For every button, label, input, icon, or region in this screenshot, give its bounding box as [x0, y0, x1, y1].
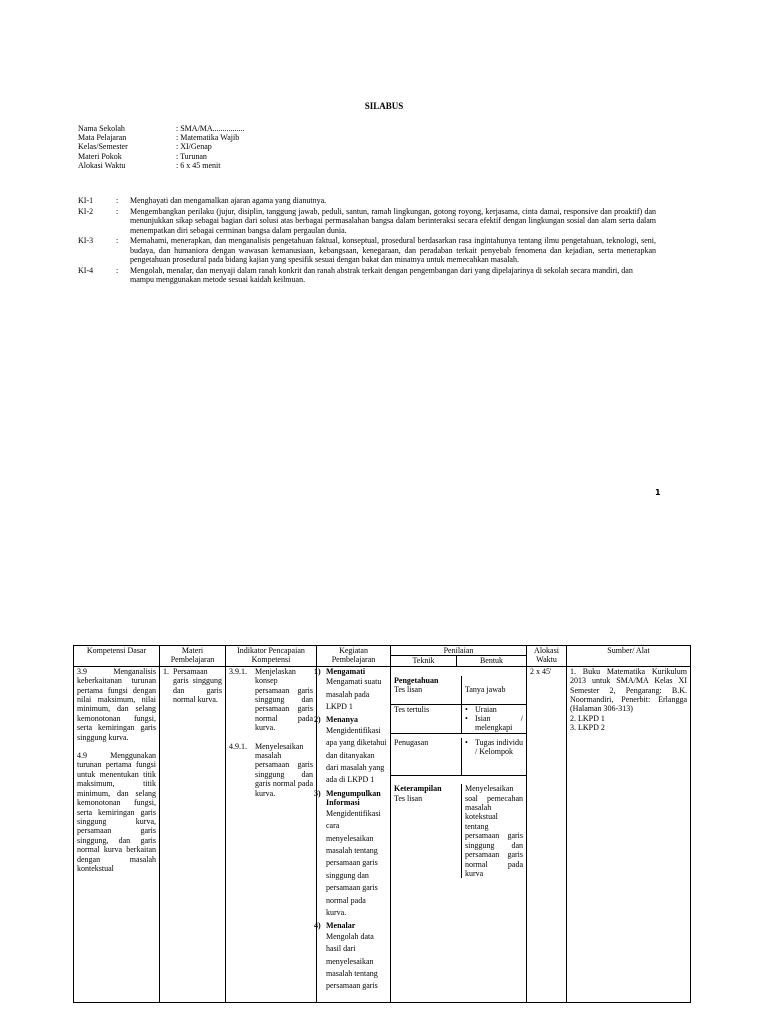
penilaian-bentuk [462, 676, 526, 704]
teknik-penugasan: Penugasan [394, 737, 429, 747]
kegiatan-step [314, 921, 387, 994]
penilaian-row [391, 667, 526, 705]
bentuk-item: • Tugas individu / Kelompok [465, 737, 523, 757]
header-indikator: Indikator Pencapaian Kompetensi [226, 646, 317, 667]
identity-label: Kelas/Semester [78, 142, 128, 152]
core-competency-item [78, 266, 656, 285]
keterampilan-label: Keterampilan [394, 784, 442, 794]
sumber-item: 1. Buku Matematika Kurikulum 2013 untuk SMA/MA Kelas XI Semester 2, Pengarang: B.K. Noormandiri, Penerbit: Erlangga (Halaman 306-313) [570, 666, 687, 714]
core-competency-item [78, 236, 656, 265]
syllabus-table [73, 645, 691, 1003]
kd-item: 3.9 Menganalisis keberkaitanan turunan pertama fungsi dengan nilai maksimum, nilai minimum, dan selang kemonotonan fungsi, serta kemiringan garis singgung kurva. [77, 666, 156, 742]
header-kegiatan: Kegiatan Pembelajaran [317, 646, 391, 667]
table-row [74, 666, 691, 1002]
identity-value: : Matematika Wajib [176, 133, 240, 143]
kegiatan-num: 2) [314, 715, 321, 725]
cell-kompetensi-dasar [74, 666, 160, 1002]
identity-label: Alokasi Waktu [78, 160, 126, 170]
materi-item [163, 667, 222, 705]
kegiatan-body: Mengidentifikasi apa yang diketahui dan ditanyakan dari masalah yang ada di LKPD 1 [326, 725, 387, 785]
teknik-tes-lisan: Tes lisan [394, 685, 423, 695]
bentuk-uraian: Uraian [475, 704, 497, 714]
ki-colon: : [116, 206, 119, 216]
kegiatan-heading: Mengumpulkan Informasi [326, 788, 381, 808]
bentuk-isian: Isian / melengkapi [475, 714, 523, 733]
penilaian-teknik [391, 738, 462, 775]
bentuk-tanya-jawab: Tanya jawab [465, 685, 506, 695]
header-bentuk: Bentuk [457, 656, 527, 666]
bentuk-item: • Isian / melengkapi [465, 714, 523, 733]
penilaian-teknik [391, 676, 462, 704]
penilaian-teknik [391, 784, 462, 878]
ki-code: KI-4 [78, 265, 94, 275]
identity-row [78, 124, 478, 133]
ki-text: Mengembangkan perilaku (jujur, disiplin, tanggung jawab, peduli, santun, ramah lingkungan, gotong royong, kerjasama, cinta damai, responsive dan proaktif) dan menunjukkan sikap sebagai bagian dari solusi atas berbagai permasalahan bangsa dalam berinteraksi secara efektif dengan lingkungan sosial dan alam serta dalam menempatkan diri sebagai cerminan bangsa dalam pergaulan dunia. [130, 206, 656, 235]
cell-penilaian [391, 666, 527, 1002]
core-competency-list [78, 196, 656, 286]
ki-code: KI-3 [78, 236, 94, 245]
core-competency-item [78, 196, 656, 206]
ki-colon: : [116, 236, 119, 245]
header-sumber: Sumber/ Alat [567, 646, 691, 667]
penilaian-row [391, 734, 526, 776]
ki-text: Menghayati dan mengamalkan ajaran agama yang dianutnya. [130, 196, 327, 205]
identity-label: Mata Pelajaran [78, 133, 127, 143]
kd-item: 4.9 Menggunakan turunan pertama fungsi untuk menentukan titik maksimum, titik minimum, dan selang kemonotonan fungsi, serta kemiringan garis singgung kurva, persamaan garis singgung, dan garis normal kurva berkaitan dengan masalah kontekstual [77, 751, 156, 873]
kegiatan-num: 1) [314, 666, 321, 676]
identity-block [78, 124, 478, 170]
materi-num: 1. [163, 666, 169, 676]
identity-value: : Turunan [176, 151, 207, 161]
identity-row [78, 142, 478, 151]
penilaian-bentuk [462, 705, 526, 733]
penilaian-row [391, 776, 526, 878]
bentuk-item: • Uraian [465, 704, 497, 714]
kegiatan-body: Mengamati suatu masalah pada LKPD 1 [326, 677, 382, 712]
kegiatan-heading: Menanya [326, 715, 358, 725]
page-number: 1 [655, 488, 661, 497]
header-kompetensi-dasar: Kompetensi Dasar [74, 646, 160, 667]
indikator-item [229, 667, 313, 733]
teknik-tes-lisan-2: Tes lisan [394, 793, 423, 803]
cell-alokasi [527, 666, 567, 1002]
kegiatan-num: 3) [314, 788, 321, 798]
indikator-num: 3.9.1. [229, 666, 247, 676]
penilaian-row [391, 705, 526, 734]
cell-indikator [226, 666, 317, 1002]
cell-kegiatan [314, 666, 391, 1002]
pengetahuan-label: Pengetahuan [394, 675, 439, 685]
identity-value: : XI/Genap [176, 142, 212, 152]
identity-label: Materi Pokok [78, 151, 122, 161]
header-teknik: Teknik [391, 656, 457, 666]
bentuk-keterampilan: Menyelesaikan soal pemecahan masalah kotekstual tentang persamaan garis singgung dan persamaan garis normal pada kurva [465, 784, 523, 878]
header-penilaian: Penilaian [391, 646, 527, 656]
table-header-row [74, 646, 691, 656]
ki-colon: : [116, 196, 119, 205]
kegiatan-body: Mengidentifikasi cara menyelesaikan masalah tentang persamaan garis singgung dan persamaan garis normal pada kurva. [326, 808, 381, 917]
sumber-item: 2. LKPD 1 [570, 713, 605, 723]
ki-code: KI-2 [78, 206, 94, 216]
identity-row [78, 152, 478, 161]
kegiatan-heading: Mengamati [326, 666, 366, 676]
kegiatan-step [314, 788, 387, 921]
indikator-item [229, 742, 313, 798]
identity-value: : SMA/MA................ [176, 124, 245, 133]
identity-label: Nama Sekolah [78, 124, 125, 133]
ki-code: KI-1 [78, 196, 94, 205]
kegiatan-heading: Menalar [326, 921, 356, 931]
bentuk-tugas: Tugas individu / Kelompok [475, 737, 523, 757]
kegiatan-num: 4) [314, 921, 321, 931]
sumber-item: 3. LKPD 2 [570, 723, 605, 733]
core-competency-item [78, 207, 656, 236]
header-materi: Materi Pembelajaran [160, 646, 226, 667]
kegiatan-body: Mengolah data hasil dari menyelesaikan masalah tentang persamaan garis [326, 931, 378, 991]
kegiatan-step [314, 666, 387, 716]
ki-text: Memahami, menerapkan, dan menganalisis pengetahuan faktual, konseptual, prosedural berdasarkan rasa ingintahunya tentang ilmu pengetahuan, teknologi, seni, budaya, dan humaniora dengan wawasan kemanusiaan, kebangsaan, kenegaraan, dan peradaban terkait penyebab fenomena dan kejadian, serta menerapkan pengetahuan prosedural pada bidang kajian yang spesifik sesuai dengan bakat dan minatnya untuk memecahkan masalah. [130, 236, 656, 264]
teknik-tes-tertulis: Tes tertulis [394, 704, 430, 714]
cell-sumber [567, 666, 691, 1002]
indikator-text: Menyelesaikan masalah persamaan garis singgung dan garis normal pada kurva. [255, 741, 313, 798]
header-alokasi: Alokasi Waktu [527, 646, 567, 667]
identity-value: : 6 x 45 menit [176, 160, 221, 170]
kegiatan-step [314, 715, 387, 788]
identity-row [78, 133, 478, 142]
ki-colon: : [116, 265, 119, 275]
materi-text: Persamaan garis singgung dan garis normal kurva. [173, 666, 222, 705]
indikator-text: Menjelaskan konsep persamaan garis singgung dan persamaan garis normal pada kurva. [255, 666, 313, 733]
cell-materi [160, 666, 226, 1002]
penilaian-bentuk [462, 738, 526, 775]
ki-text: Mengolah, menalar, dan menyaji dalam ranah konkrit dan ranah abstrak terkait dengan pengembangan dari yang dipelajarinya di sekolah secara mandiri, dan mampu menggunakan metode sesuai kaidah keilmuan. [130, 265, 633, 284]
alokasi-value: 2 x 45' [530, 666, 552, 676]
indikator-num: 4.9.1. [229, 741, 247, 751]
document-title: SILABUS [364, 101, 404, 111]
penilaian-teknik [391, 705, 462, 733]
identity-row [78, 161, 478, 170]
